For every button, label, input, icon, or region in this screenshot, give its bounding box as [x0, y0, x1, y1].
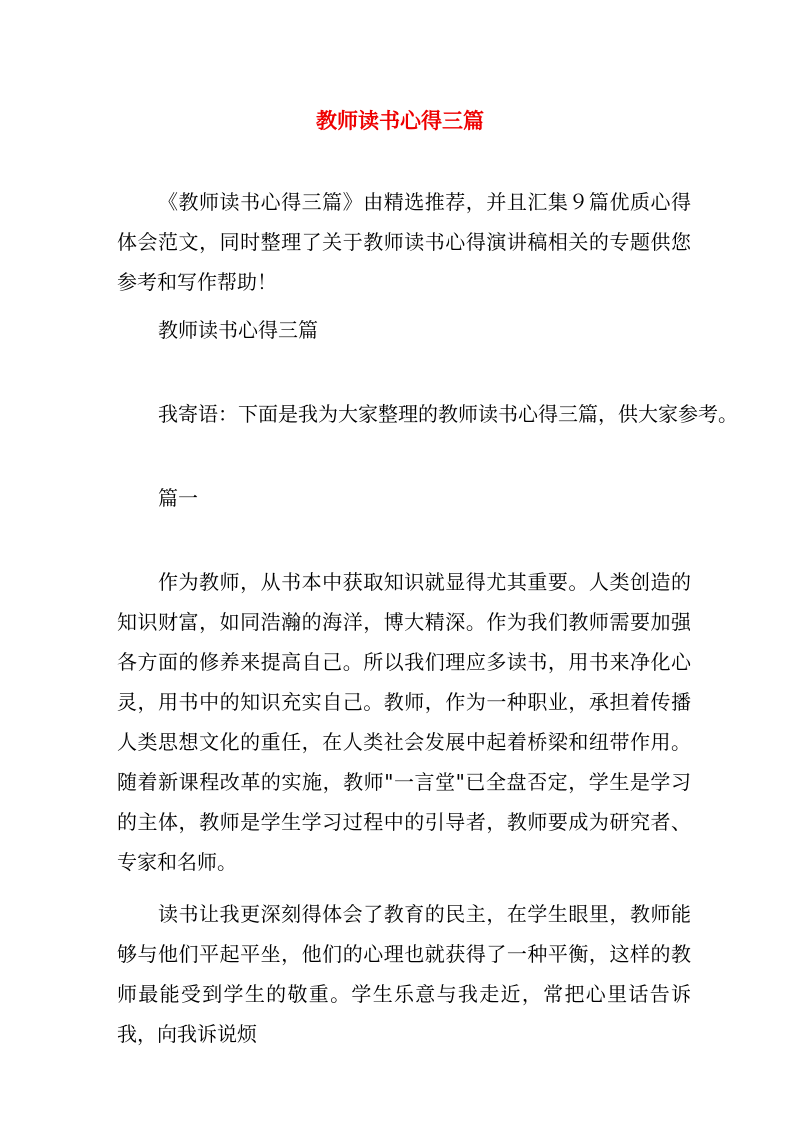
section-heading: 篇一 — [158, 486, 198, 510]
intro-paragraph: 《教师读书心得三篇》由精选推荐，并且汇集９篇优质心得体会范文，同时整理了关于教师读书心得演讲稿相关的专题供您参考和写作帮助！ — [117, 190, 691, 294]
body-paragraph-2: 读书让我更深刻得体会了教育的民主，在学生眼里，教师能够与他们平起平坐，他们的心理也就获得了一种平衡，这样的教师最能受到学生的敬重。学生乐意与我走近，常把心里话告诉我，向我诉说烦 — [117, 902, 691, 1046]
preface-paragraph: 我寄语：下面是我为大家整理的教师读书心得三篇，供大家参考。 — [158, 402, 738, 426]
body-paragraph-1: 作为教师，从书本中获取知识就显得尤其重要。人类创造的知识财富，如同浩瀚的海洋，博大精深。作为我们教师需要加强各方面的修养来提高自己。所以我们理应多读书，用书来净化心灵，用书中的知识充实自己。教师，作为一种职业，承担着传播人类思想文化的重任，在人类社会发展中起着桥梁和纽带作用。随着新课程改革的实施，教师"一言堂"已全盘否定，学生是学习的主体，教师是学生学习过程中的引导者，教师要成为研究者、专家和名师。 — [117, 570, 691, 874]
document-subtitle: 教师读书心得三篇 — [158, 318, 318, 342]
document-title: 教师读书心得三篇 — [316, 109, 484, 133]
